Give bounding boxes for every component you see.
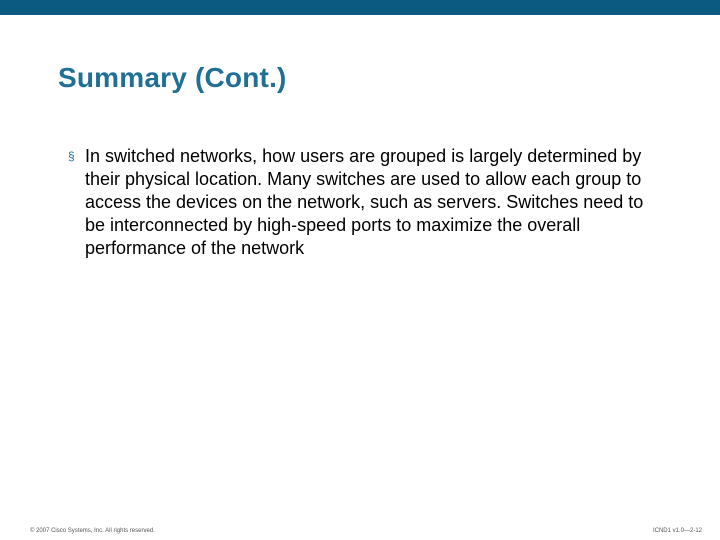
bullet-text: In switched networks, how users are grouped is largely determined by their physical location. Many switches are used to allow each group to access the devices on the network, such as servers. Switches need to be interconnected by high-speed ports to maximize the overall performance of the network [85,146,644,258]
square-bullet-icon: § [68,149,75,163]
bullet-item [68,145,658,260]
footer-copyright: © 2007 Cisco Systems, Inc. All rights reserved. [30,528,155,534]
bullet-list [68,145,658,260]
footer-course-code: ICND1 v1.0—2-12 [652,528,702,534]
top-accent-bar [0,0,720,15]
slide-title: Summary (Cont.) [58,62,287,93]
